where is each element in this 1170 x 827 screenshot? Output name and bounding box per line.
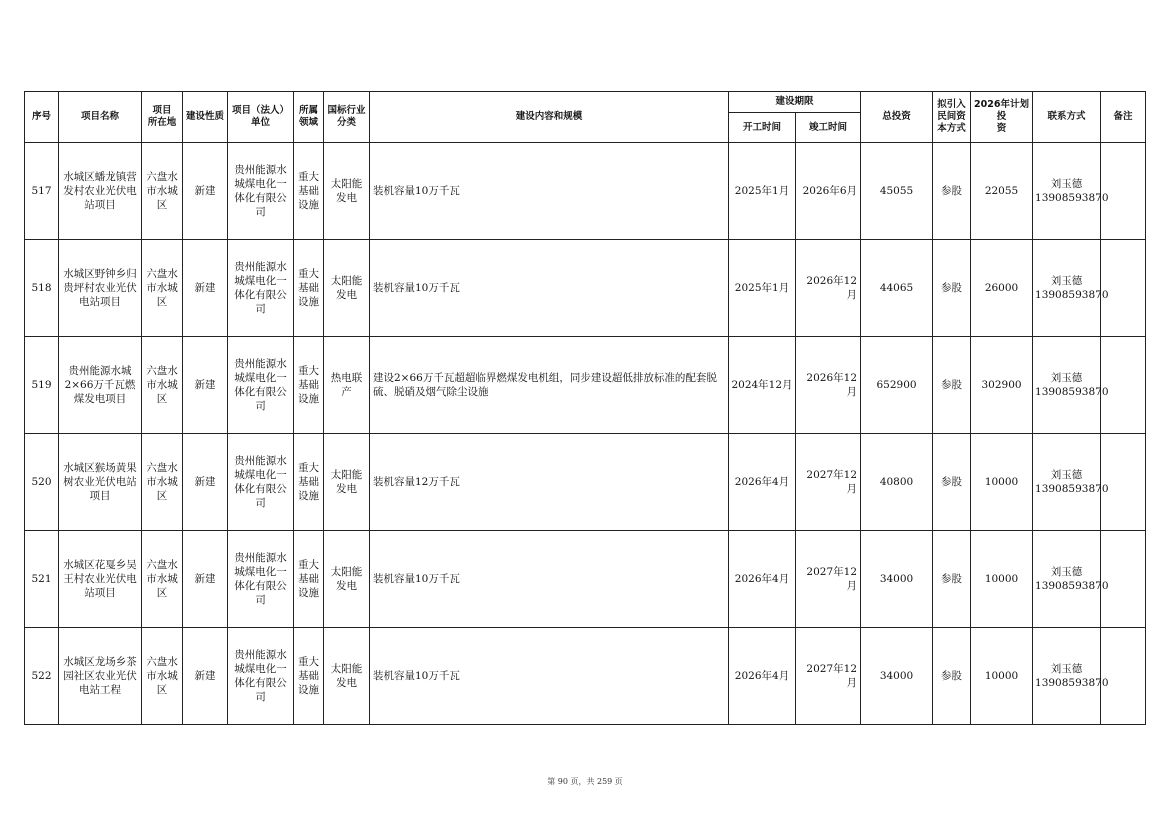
header-unit: 项目（法人） 单位 [228,92,294,143]
cell-location: 六盘水市水城区 [142,143,183,240]
cell-remark [1101,531,1146,628]
cell-start-time: 2026年4月 [729,628,796,725]
cell-seq: 518 [25,240,59,337]
cell-start-time: 2026年4月 [729,434,796,531]
cell-content: 建设2×66万千瓦超超临界燃煤发电机组，同步建设超低排放标准的配套脱硫、脱硝及烟气除尘设施 [370,337,729,434]
cell-planned-investment: 26000 [971,240,1033,337]
cell-location: 六盘水市水城区 [142,240,183,337]
cell-industry: 太阳能发电 [324,628,370,725]
cell-content: 装机容量10万千瓦 [370,143,729,240]
page-footer: 第 90 页，共 259 页 [547,777,623,786]
cell-industry: 太阳能发电 [324,143,370,240]
cell-unit: 贵州能源水城煤电化一体化有限公司 [228,434,294,531]
cell-remark [1101,337,1146,434]
cell-unit: 贵州能源水城煤电化一体化有限公司 [228,531,294,628]
cell-end-time: 2026年6月 [796,143,861,240]
table-row [25,143,1146,240]
project-table [24,91,1146,725]
cell-field: 重大基础设施 [294,337,324,434]
cell-industry: 太阳能发电 [324,531,370,628]
cell-field: 重大基础设施 [294,531,324,628]
header-seq: 序号 [25,92,59,143]
header-industry: 国标行业 分类 [324,92,370,143]
cell-project-name: 水城区花戛乡吴王村农业光伏电站项目 [59,531,142,628]
cell-content: 装机容量10万千瓦 [370,240,729,337]
cell-end-time: 2027年12月 [796,434,861,531]
cell-nature: 新建 [183,143,228,240]
cell-start-time: 2025年1月 [729,143,796,240]
cell-content: 装机容量10万千瓦 [370,531,729,628]
cell-contact: 刘玉德 13908593870 [1033,240,1101,337]
cell-planned-investment: 22055 [971,143,1033,240]
cell-planned-investment: 10000 [971,531,1033,628]
table-row [25,628,1146,725]
cell-nature: 新建 [183,531,228,628]
cell-capital-method: 参股 [933,143,971,240]
cell-unit: 贵州能源水城煤电化一体化有限公司 [228,240,294,337]
cell-location: 六盘水市水城区 [142,434,183,531]
header-total-investment: 总投资 [861,92,933,143]
cell-contact: 刘玉德 13908593870 [1033,337,1101,434]
cell-seq: 521 [25,531,59,628]
cell-contact: 刘玉德 13908593870 [1033,531,1101,628]
cell-project-name: 水城区蟠龙镇营发村农业光伏电站项目 [59,143,142,240]
cell-industry: 太阳能发电 [324,240,370,337]
cell-project-name: 水城区野钟乡归贵坪村农业光伏电站项目 [59,240,142,337]
cell-seq: 522 [25,628,59,725]
cell-contact: 刘玉德 13908593870 [1033,143,1101,240]
cell-total-investment: 34000 [861,531,933,628]
cell-capital-method: 参股 [933,434,971,531]
cell-unit: 贵州能源水城煤电化一体化有限公司 [228,143,294,240]
cell-end-time: 2026年12月 [796,240,861,337]
cell-nature: 新建 [183,628,228,725]
header-content: 建设内容和规模 [370,92,729,143]
table-row [25,434,1146,531]
cell-seq: 519 [25,337,59,434]
table-row [25,240,1146,337]
header-project-name: 项目名称 [59,92,142,143]
cell-field: 重大基础设施 [294,434,324,531]
cell-contact: 刘玉德 13908593870 [1033,628,1101,725]
cell-total-investment: 34000 [861,628,933,725]
cell-contact: 刘玉德 13908593870 [1033,434,1101,531]
cell-seq: 520 [25,434,59,531]
cell-planned-investment: 302900 [971,337,1033,434]
cell-start-time: 2026年4月 [729,531,796,628]
header-period: 建设期限 [729,92,861,113]
header-contact: 联系方式 [1033,92,1101,143]
cell-nature: 新建 [183,434,228,531]
cell-unit: 贵州能源水城煤电化一体化有限公司 [228,628,294,725]
header-start-time: 开工时间 [729,113,796,143]
cell-field: 重大基础设施 [294,240,324,337]
cell-remark [1101,240,1146,337]
cell-total-investment: 44065 [861,240,933,337]
cell-nature: 新建 [183,240,228,337]
cell-total-investment: 45055 [861,143,933,240]
cell-project-name: 水城区猴场黄果树农业光伏电站项目 [59,434,142,531]
cell-remark [1101,143,1146,240]
cell-field: 重大基础设施 [294,143,324,240]
header-capital-method: 拟引入 民间资 本方式 [933,92,971,143]
cell-nature: 新建 [183,337,228,434]
header-planned-investment: 2026年计划投 资 [971,92,1033,143]
cell-capital-method: 参股 [933,531,971,628]
cell-end-time: 2026年12月 [796,337,861,434]
cell-unit: 贵州能源水城煤电化一体化有限公司 [228,337,294,434]
cell-remark [1101,434,1146,531]
cell-industry: 热电联产 [324,337,370,434]
cell-planned-investment: 10000 [971,434,1033,531]
cell-capital-method: 参股 [933,240,971,337]
header-field: 所属 领域 [294,92,324,143]
cell-location: 六盘水市水城区 [142,337,183,434]
header-row [25,92,1146,113]
header-nature: 建设性质 [183,92,228,143]
cell-remark [1101,628,1146,725]
cell-location: 六盘水市水城区 [142,531,183,628]
cell-total-investment: 40800 [861,434,933,531]
header-location: 项目 所在地 [142,92,183,143]
cell-start-time: 2025年1月 [729,240,796,337]
cell-start-time: 2024年12月 [729,337,796,434]
header-remark: 备注 [1101,92,1146,143]
cell-seq: 517 [25,143,59,240]
cell-location: 六盘水市水城区 [142,628,183,725]
cell-capital-method: 参股 [933,628,971,725]
cell-industry: 太阳能发电 [324,434,370,531]
cell-project-name: 水城区龙场乡茶园社区农业光伏电站工程 [59,628,142,725]
cell-end-time: 2027年12月 [796,628,861,725]
cell-planned-investment: 10000 [971,628,1033,725]
cell-content: 装机容量12万千瓦 [370,434,729,531]
cell-capital-method: 参股 [933,337,971,434]
cell-total-investment: 652900 [861,337,933,434]
cell-field: 重大基础设施 [294,628,324,725]
cell-content: 装机容量10万千瓦 [370,628,729,725]
cell-project-name: 贵州能源水城2×66万千瓦燃煤发电项目 [59,337,142,434]
table-row [25,337,1146,434]
table-row [25,531,1146,628]
cell-end-time: 2027年12月 [796,531,861,628]
header-end-time: 竣工时间 [796,113,861,143]
